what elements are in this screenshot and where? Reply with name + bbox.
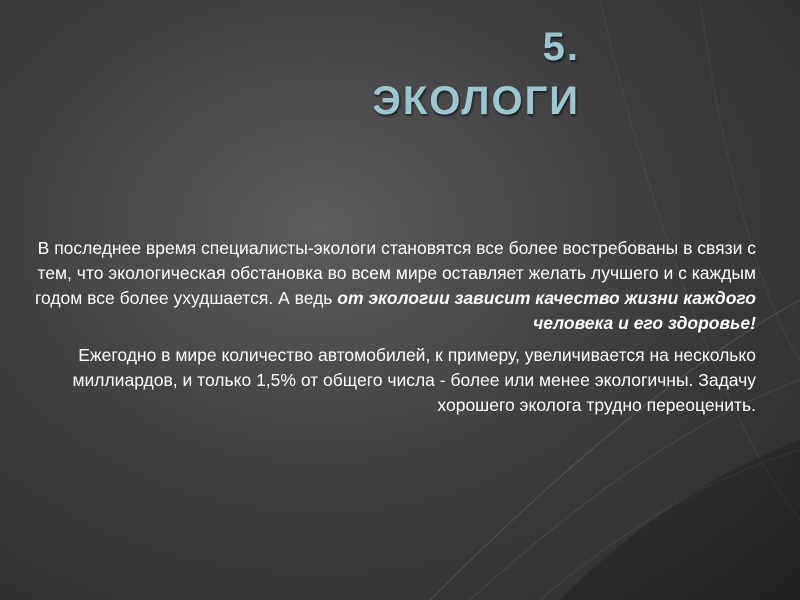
slide-title [300, 20, 580, 128]
title-number: 5. [542, 25, 580, 69]
curve-line [540, 450, 800, 600]
shadow-band [560, 440, 800, 600]
title-word: ЭКОЛОГИ [372, 79, 580, 123]
slide-body [14, 236, 756, 425]
paragraph-2: Ежегодно в мире количество автомобилей, к примеру, увеличивается на несколько миллиардов, и только 1,5% от общего числа - более или менее экологичны. Задачу хорошего эколога трудно переоценить. [72, 345, 756, 415]
paragraph-1 [14, 236, 756, 336]
paragraph-1-text: В последнее время специалисты-экологи становятся все более востребованы в связи с тем, что экологическая обстановка во всем мире оставляет желать лучшего и с каждым годом все более ухудшается. А ведь [34, 238, 756, 308]
paragraph-1-emphasis: от экологии зависит качество жизни каждого человека и его здоровье! [337, 288, 756, 333]
